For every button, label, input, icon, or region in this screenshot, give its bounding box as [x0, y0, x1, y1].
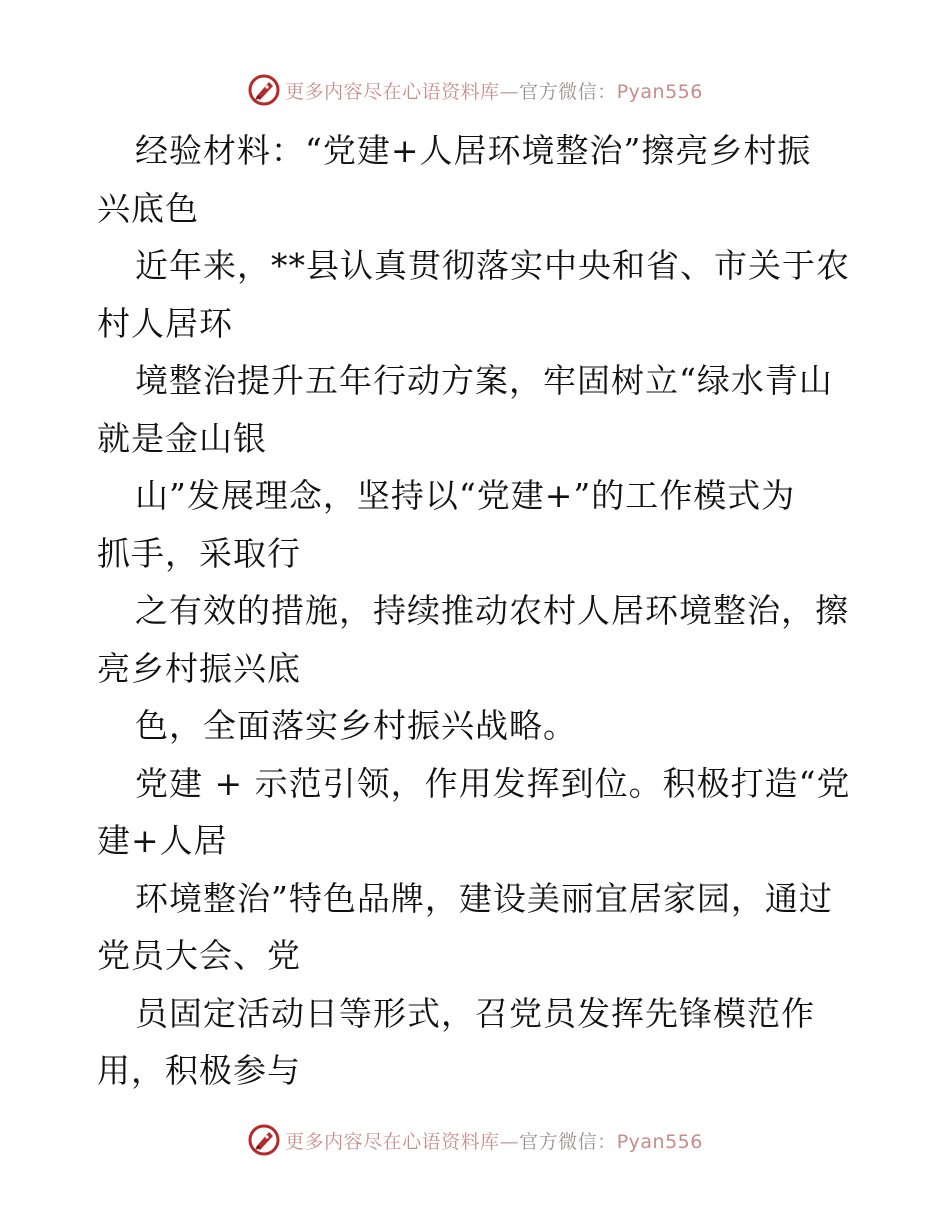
pen-logo-icon	[247, 1123, 281, 1157]
text-line: 之有效的措施，持续推动农村人居环境整治，擦	[135, 591, 849, 630]
text-line: 色，全面落实乡村振兴战略。	[135, 706, 577, 745]
banner-separator: —	[499, 80, 520, 103]
header-banner	[0, 70, 950, 110]
text-line: 员固定活动日等形式，召党员发挥先锋模范作	[135, 993, 815, 1033]
banner-separator: —	[499, 1130, 520, 1153]
text-line: 经验材料：“党建+人居环境整治”擦亮乡村振	[135, 131, 812, 170]
text-line: 用，积极参与	[97, 1051, 301, 1090]
text-line: 建+人居	[97, 821, 228, 860]
banner-wechat-label: 官方微信：	[519, 80, 617, 103]
footer-banner	[0, 1120, 950, 1160]
text-line: 党建 + 示范引领，作用发挥到位。积极打造“党	[135, 763, 851, 803]
banner-text	[285, 77, 703, 104]
text-line: 亮乡村振兴底	[97, 648, 301, 688]
text-line: 就是金山银	[97, 418, 267, 458]
text-line: 兴底色	[97, 188, 199, 228]
text-line: 境整治提升五年行动方案，牢固树立“绿水青山	[135, 361, 833, 400]
banner-main-text: 更多内容尽在心语资料库	[285, 1130, 500, 1153]
banner-wechat-id: Pyan556	[616, 1130, 703, 1153]
document-body	[97, 122, 867, 1100]
banner-main-text: 更多内容尽在心语资料库	[285, 80, 500, 103]
text-line: 环境整治”特色品牌，建设美丽宜居家园，通过	[135, 878, 833, 918]
banner-text	[285, 1127, 703, 1154]
pen-logo-icon	[247, 73, 281, 107]
text-line: 抓手，采取行	[97, 533, 301, 573]
banner-wechat-label: 官方微信：	[519, 1130, 617, 1153]
text-line: 党员大会、党	[97, 936, 301, 975]
text-line: 村人居环	[97, 303, 233, 343]
text-line: 近年来，**县认真贯彻落实中央和省、市关于农	[135, 246, 850, 285]
text-line: 山”发展理念，坚持以“党建+”的工作模式为	[135, 476, 796, 515]
banner-wechat-id: Pyan556	[616, 80, 703, 103]
